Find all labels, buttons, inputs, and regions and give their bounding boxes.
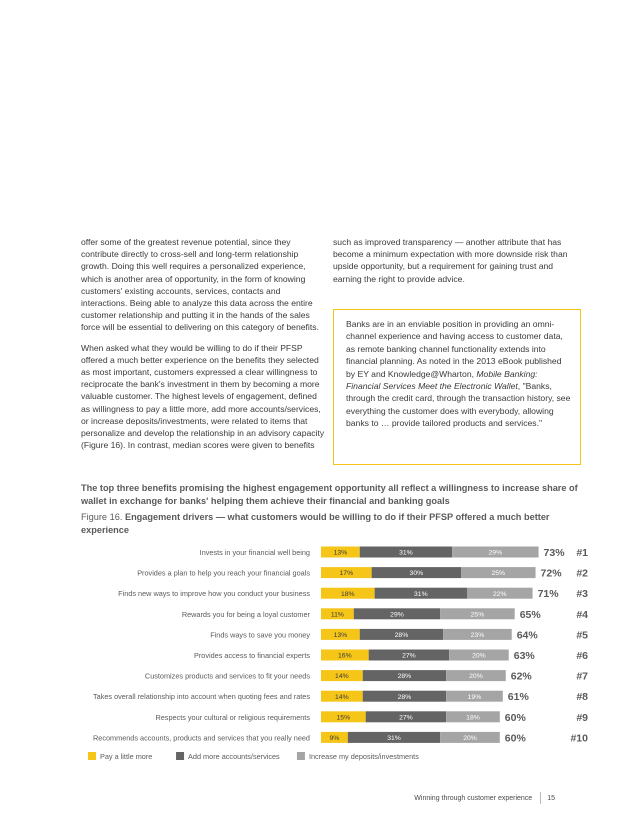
bar-value-label: 29% <box>390 611 404 619</box>
bar-value-label: 28% <box>397 673 412 681</box>
total-label: 64% <box>516 629 538 642</box>
bar-value-label: 25% <box>470 611 485 619</box>
category-label: Provides access to financial experts <box>194 651 310 660</box>
callout-text <box>346 318 572 430</box>
bar-value-label: 27% <box>399 714 413 722</box>
legend-swatch <box>176 752 184 760</box>
rank-label: #10 <box>570 732 588 745</box>
ebook-title: Mobile Banking: Financial Services Meet the Electronic Wallet <box>346 368 538 392</box>
bar-value-label: 27% <box>402 652 416 660</box>
page-number: 15 <box>547 794 555 802</box>
legend-swatch <box>88 752 96 760</box>
footer-text: Winning through customer experience <box>414 794 533 802</box>
bar-value-label: 29% <box>488 549 503 557</box>
rank-label: #7 <box>576 670 588 683</box>
rank-label: #1 <box>576 547 588 559</box>
legend-label: Add more accounts/services <box>188 752 280 761</box>
bar-value-label: 18% <box>466 714 480 722</box>
bar-value-label: 13% <box>333 549 348 557</box>
figure-label: Figure 16. <box>81 512 123 522</box>
callout-text-part: Banks are in an enviable position in providing an omni-channel experience and having access to customer data, as remote banking channel functionality extends into financial planning. As noted in the 2013 eBook published by EY and Knowledge@Wharton, <box>346 319 563 379</box>
bar-value-label: 23% <box>470 632 485 639</box>
bar-value-label: 18% <box>341 590 355 598</box>
category-label: Finds ways to save you money <box>210 630 310 640</box>
paragraph: When asked what they would be willing to do if their PFSP offered a much better experience on the benefits they selected as most important, customers expressed a clear willingness to reciprocate the bank's investment in them by becoming a more valuable customer. The highest levels of engagement, defined as willingness to pay a little more, add more accounts/services, or increase deposits/investments, were related to items that personalize and develop the relationship in an advisory capacity (Figure 16). In contrast, median scores were given to benefits <box>81 342 325 451</box>
legend-label: Pay a little more <box>100 752 153 761</box>
total-label: 71% <box>537 588 559 601</box>
category-label: Provides a plan to help you reach your financial goals <box>137 568 310 578</box>
bar-value-label: 31% <box>414 590 428 598</box>
bar-value-label: 30% <box>409 570 424 578</box>
bar-value-label: 20% <box>472 652 486 660</box>
bar-value-label: 14% <box>335 673 349 681</box>
bar-value-label: 14% <box>335 693 349 701</box>
total-label: 60% <box>504 732 526 745</box>
bar-value-label: 20% <box>463 735 477 742</box>
figure-caption: Engagement drivers — what customers would be willing to do if their PFSP offered a much better experience <box>81 512 550 535</box>
rank-label: #8 <box>576 691 588 704</box>
right-column <box>333 236 583 285</box>
bar-value-label: 11% <box>330 611 344 619</box>
total-label: 60% <box>504 711 526 724</box>
figure-title <box>81 511 581 536</box>
paragraph: offer some of the greatest revenue potential, since they contribute directly to cross-sell and long-term relationship growth. Doing this well requires a personalized experience, which is another area of opportunity, in the form of knowing customers' existing accounts, services, contacts and interactions. Being able to analyze this data across the entire customer relationship and putting it in the hands of the sales force will be essential to delivering on this category of benefits. <box>81 237 319 333</box>
rank-label: #3 <box>576 588 588 601</box>
bar-value-label: 28% <box>394 632 409 639</box>
category-label: Invests in your financial well being <box>199 548 310 557</box>
paragraph: such as improved transparency — another attribute that has become a minimum expectation with more downside risk than upside opportunity, but a requirement for gaining trust and earning the right to provide advice. <box>333 237 568 284</box>
total-label: 63% <box>513 650 535 662</box>
bar-value-label: 9% <box>329 735 340 742</box>
bar-value-label: 15% <box>336 714 351 722</box>
category-label: Respects your cultural or religious requirements <box>155 712 310 722</box>
category-label: Recommends accounts, products and services that you really need <box>93 733 310 743</box>
category-label: Customizes products and services to fit your needs <box>144 671 310 681</box>
bar-value-label: 13% <box>333 632 348 639</box>
bar-value-label: 31% <box>399 549 413 557</box>
footer-divider <box>540 792 541 804</box>
total-label: 61% <box>507 691 529 704</box>
bar-value-label: 20% <box>469 673 483 681</box>
total-label: 62% <box>510 670 532 683</box>
bar-value-label: 28% <box>397 693 412 701</box>
rank-label: #9 <box>576 711 588 724</box>
category-label: Rewards you for being a loyal customer <box>181 609 310 619</box>
bar-value-label: 17% <box>339 570 354 578</box>
category-label: Takes overall relationship into account when quoting fees and rates <box>92 692 310 702</box>
legend-swatch <box>297 752 305 760</box>
legend-label: Increase my deposits/investments <box>308 752 419 761</box>
bar-value-label: 31% <box>387 735 401 742</box>
rank-label: #6 <box>576 650 588 662</box>
rank-label: #2 <box>576 567 588 580</box>
bar-value-label: 25% <box>491 570 506 578</box>
callout-box <box>333 309 581 465</box>
total-label: 65% <box>519 608 541 621</box>
rank-label: #5 <box>576 629 588 642</box>
rank-label: #4 <box>576 608 588 621</box>
total-label: 73% <box>543 547 565 559</box>
total-label: 72% <box>540 567 562 580</box>
bar-value-label: 22% <box>492 590 507 598</box>
chart-headline: The top three benefits promising the highest engagement opportunity all reflect a willingness to increase share of wallet in exchange for banks' helping them achieve their financial and banking goals <box>81 483 578 506</box>
page-footer <box>414 792 555 804</box>
engagement-drivers-chart <box>0 535 638 775</box>
bar-value-label: 16% <box>338 652 352 660</box>
left-column <box>81 236 327 451</box>
callout-text-part: , "Banks, through the credit card, through the transaction history, see everything the customer does with everybody, allowing banks to … provide tailored products and services." <box>346 381 571 429</box>
bar-value-label: 19% <box>467 693 482 701</box>
category-label: Finds new ways to improve how you conduct your business <box>118 589 310 599</box>
